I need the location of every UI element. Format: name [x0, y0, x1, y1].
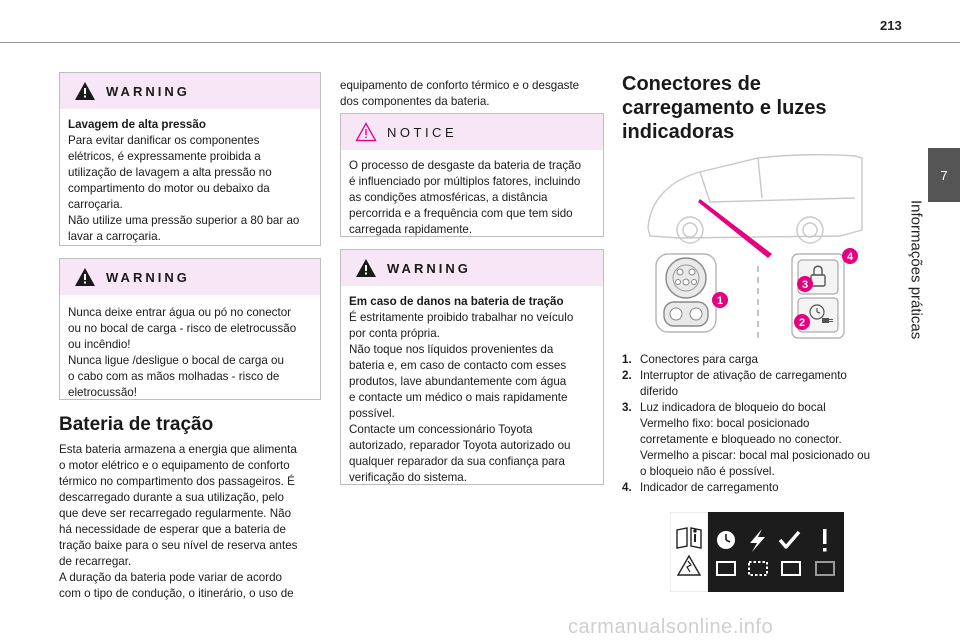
svg-text:1: 1 — [716, 295, 724, 307]
notice-box — [340, 113, 604, 237]
continuation-text: equipamento de conforto térmico e o desgaste dos componentes da bateria. — [340, 79, 580, 108]
warning-body — [341, 286, 603, 494]
charging-port-illustration — [640, 150, 870, 350]
notice-triangle-icon — [355, 122, 377, 142]
charging-inlet — [656, 254, 716, 332]
warning-box-water — [59, 258, 321, 400]
notice-header — [341, 114, 603, 150]
section-title-connectors: Conectores de carregamento e luzes indicadoras — [622, 73, 827, 143]
warning-header — [341, 250, 603, 286]
warning-text: É estritamente proibido trabalhar no veículo por conta própria. Não toque nos líquidos provenientes da bateria e, em caso de contacto com esses produtos, lave abundantemente com água e contacte um médico o mais rapidamente possível. Contacte um concessionário Toyota autorizado, reparador Toyota autorizado ou qualquer reparador da sua confiança para verificação do sistema. — [349, 311, 574, 484]
legend-item-1: 1. Conectores para carga — [622, 353, 758, 366]
legend-item-2: 2. Interruptor de ativação de carregamento diferido — [622, 369, 847, 398]
callout-1 — [712, 292, 728, 308]
charging-indicator-panel — [670, 512, 844, 592]
chapter-tab[interactable]: 7 — [928, 148, 960, 202]
warning-box-high-pressure — [59, 72, 321, 246]
warning-title: Em caso de danos na bateria de tração — [349, 295, 564, 308]
callout-2 — [794, 314, 810, 330]
exclamation-icon — [823, 529, 827, 552]
section-body-traction-battery: Esta bateria armazena a energia que alimenta o motor elétrico e o equipamento de conforto térmico no compartimento dos passageiros. É descarregado durante a sua utilização, pelo que deve ser recarregado regularmente. Não há necessidade de esperar que a bateria de tração baixe para o seu nível de reserva antes de recarregar. A duração da bateria pode variar de acordo com o tipo de condução, o itinerário, o uso de — [59, 443, 298, 600]
warning-text: Para evitar danificar os componentes elétricos, é expressamente proibida a utilização de lavagem a alta pressão no compartimento do motor ou debaixo da carroçaria. Não utilize uma pressão superior a 80 bar ao lavar a carroçaria. — [68, 134, 300, 243]
legend-item-4: 4. Indicador de carregamento — [622, 481, 779, 494]
callout-3 — [797, 276, 813, 292]
header-rule — [0, 42, 960, 43]
page-number: 213 — [880, 18, 902, 33]
chapter-title: Informações práticas — [907, 200, 925, 340]
section-title-traction-battery: Bateria de tração — [59, 414, 214, 435]
svg-text:4: 4 — [846, 251, 854, 263]
svg-text:2: 2 — [798, 317, 806, 329]
callout-4 — [842, 248, 858, 264]
warning-label: WARNING — [106, 83, 190, 99]
warning-triangle-icon — [355, 258, 377, 278]
warning-title: Lavagem de alta pressão — [68, 118, 206, 131]
warning-box-battery-damage — [340, 249, 604, 485]
van-outline — [648, 155, 862, 243]
warning-header — [60, 259, 320, 295]
warning-header — [60, 73, 320, 109]
pointer-arrow — [698, 199, 772, 258]
notice-label: NOTICE — [387, 124, 458, 140]
warning-triangle-icon — [74, 81, 96, 101]
warning-body — [60, 109, 320, 253]
warning-label: WARNING — [106, 269, 190, 285]
watermark: carmanualsonline.info — [568, 616, 774, 638]
warning-triangle-icon — [74, 267, 96, 287]
clock-icon — [717, 531, 735, 549]
legend-list — [622, 352, 888, 496]
svg-text:3: 3 — [801, 279, 809, 291]
legend-item-3: 3. Luz indicadora de bloqueio do bocal Vermelho fixo: bocal posicionado corretamente e bloqueado no conector. Vermelho a piscar: bocal mal posicionado ou o bloqueio não é possível. — [622, 401, 871, 478]
warning-label: WARNING — [387, 260, 471, 276]
warning-text: Nunca deixe entrar água ou pó no conector ou no bocal de carga - risco de eletrocussão ou incêndio! Nunca ligue /desligue o bocal de carga ou o cabo com as mãos molhadas - risco de eletrocussão! — [68, 306, 297, 399]
notice-text: O processo de desgaste da bateria de tração é influenciado por múltiplos fatores, incluindo as condições atmosféricas, a distância percorrida e a frequência com que tem sido carregada rapidamente. — [349, 159, 582, 236]
